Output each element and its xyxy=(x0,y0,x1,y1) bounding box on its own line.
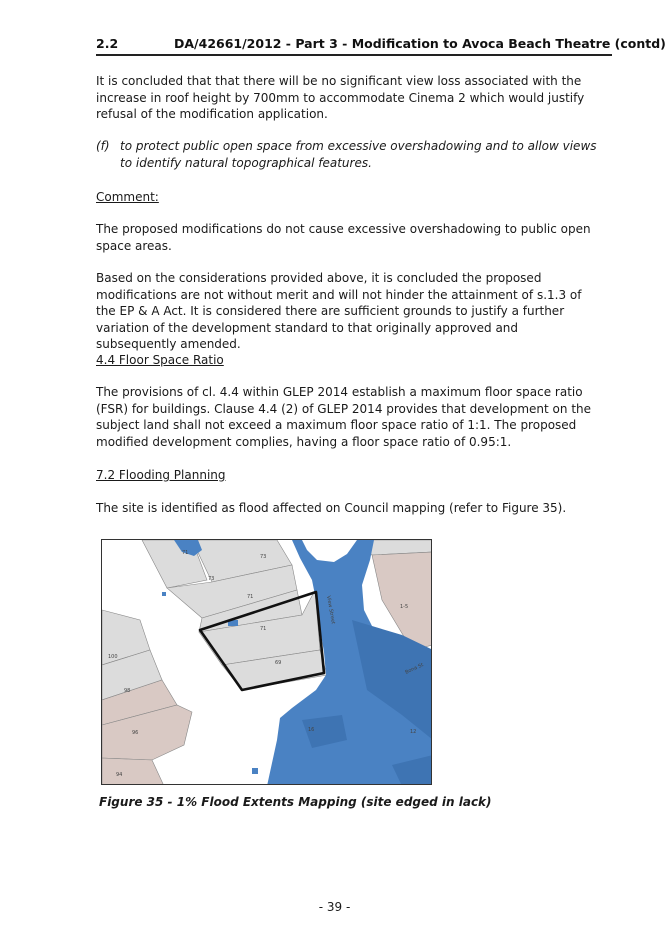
street-label: View Street xyxy=(325,595,336,625)
flood-area xyxy=(162,592,166,596)
lot-label: 1-5 xyxy=(400,604,409,610)
street-label: Bona St xyxy=(404,662,425,676)
lot-label: 96 xyxy=(132,730,139,736)
paragraph-conclusion: Based on the considerations provided above, it is concluded the proposed modifications are not without merit and will not hinder the attainment of s.1.3 of the EP & A Act. It is considered there are sufficient grounds to justify a further variation of the development standard to that originally approved and subsequently amended. xyxy=(96,271,582,352)
lot-label: 71 xyxy=(182,550,189,556)
flooding-heading: 7.2 Flooding Planning xyxy=(96,468,226,482)
section-number: 2.2 xyxy=(96,36,119,51)
lot-label: 98 xyxy=(124,688,131,694)
comment-heading: Comment: xyxy=(96,190,159,204)
lot-label: 100 xyxy=(108,654,118,660)
lot-label: 73 xyxy=(260,554,267,560)
paragraph-fsr: The provisions of cl. 4.4 within GLEP 2014 establish a maximum floor space ratio (FSR) for buildings. Clause 4.4 (2) of GLEP 2014 provides that development on the subject land shall not exceed a maximum floor space ratio of 1:1. The proposed modified development complies, having a floor space ratio of 0.95:1. xyxy=(96,385,592,449)
objective-f-text: to protect public open space from excessive overshadowing and to allow views to identify natural topographical features. xyxy=(120,139,597,170)
paragraph-overshadowing: The proposed modifications do not cause excessive overshadowing to public open space areas. xyxy=(96,222,591,253)
lot-label: 12 xyxy=(410,729,417,735)
paragraph-flood: The site is identified as flood affected on Council mapping (refer to Figure 35). xyxy=(96,501,567,515)
flood-map xyxy=(102,540,432,785)
flood-area xyxy=(252,768,258,774)
lot-label: 69 xyxy=(275,660,282,666)
lot-label: 94 xyxy=(116,772,123,778)
lot-label: 71 xyxy=(247,594,254,600)
lot-label: 73 xyxy=(208,576,215,582)
page-header xyxy=(96,36,666,56)
flood-map-figure xyxy=(101,539,432,785)
fsr-heading: 4.4 Floor Space Ratio xyxy=(96,353,224,367)
page-number: - 39 - xyxy=(318,900,351,914)
list-label-f: (f) xyxy=(96,139,110,153)
lot-label: 71 xyxy=(260,626,267,632)
figure-caption: Figure 35 - 1% Flood Extents Mapping (site edged in lack) xyxy=(99,795,492,809)
paragraph-view-loss: It is concluded that that there will be no significant view loss associated with the increase in roof height by 700mm to accommodate Cinema 2 which would justify refusal of the modification application. xyxy=(96,74,585,122)
header-title: DA/42661/2012 - Part 3 - Modification to Avoca Beach Theatre (contd) xyxy=(174,36,666,51)
lot-label: 16 xyxy=(308,727,315,733)
